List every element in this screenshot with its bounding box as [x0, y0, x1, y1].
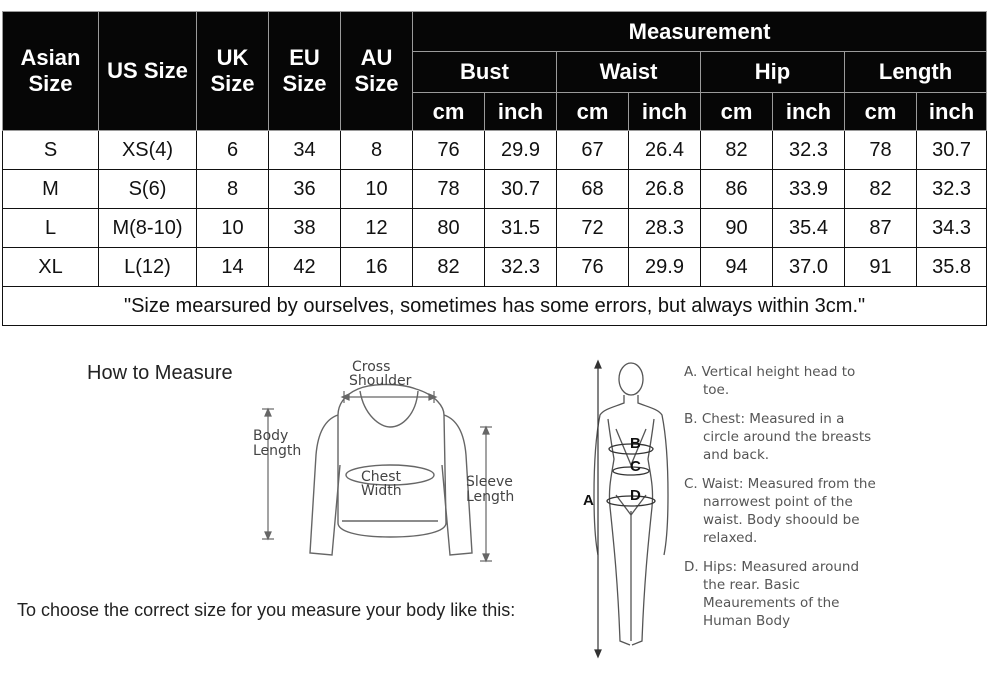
header-waist-cm: cm: [557, 93, 629, 131]
cell: M(8-10): [99, 209, 197, 248]
cell: S: [3, 131, 99, 170]
cell: 8: [197, 170, 269, 209]
label-a: A: [583, 492, 594, 509]
chest-width-label-2: Width: [361, 483, 402, 499]
cell: 32.3: [485, 248, 557, 287]
table-row: [3, 209, 987, 248]
cross-shoulder-label-2: Shoulder: [349, 373, 412, 389]
body-outline: [594, 363, 668, 645]
table-row: [3, 248, 987, 287]
cell: 76: [557, 248, 629, 287]
legend-item-a: A. Vertical height head to toe.: [684, 364, 856, 398]
cell: 94: [701, 248, 773, 287]
header-hip-inch: inch: [773, 93, 845, 131]
header-us-size: US Size: [99, 12, 197, 131]
chest-width-label-1: Chest: [361, 469, 402, 485]
header-length-cm: cm: [845, 93, 917, 131]
header-bust-inch: inch: [485, 93, 557, 131]
cell: 10: [197, 209, 269, 248]
cell: 76: [413, 131, 485, 170]
body-length-label-1: Body: [253, 428, 289, 444]
header-asian-size: Asian Size: [3, 12, 99, 131]
cell: XL: [3, 248, 99, 287]
measurement-note: "Size mearsured by ourselves, sometimes has some errors, but always within 3cm.": [3, 287, 987, 326]
cell: L(12): [99, 248, 197, 287]
header-waist: Waist: [557, 52, 701, 93]
label-b: B: [630, 435, 641, 452]
legend-item-c: C. Waist: Measured from the narrowest point of the waist. Body shoould be relaxed.: [684, 476, 876, 546]
cell: 8: [341, 131, 413, 170]
cell: 78: [413, 170, 485, 209]
label-c: C: [630, 458, 641, 475]
header-hip-cm: cm: [701, 93, 773, 131]
cell: 12: [341, 209, 413, 248]
cell: 29.9: [485, 131, 557, 170]
cell: 90: [701, 209, 773, 248]
header-waist-inch: inch: [629, 93, 701, 131]
cell: 38: [269, 209, 341, 248]
label-d: D: [630, 487, 641, 504]
header-au-size: AU Size: [341, 12, 413, 131]
cell: 68: [557, 170, 629, 209]
table-row: [3, 170, 987, 209]
body-measure-diagram: [578, 355, 678, 665]
cell: 82: [413, 248, 485, 287]
cell: 14: [197, 248, 269, 287]
cell: 82: [845, 170, 917, 209]
legend-item-b: B. Chest: Measured in a circle around the breasts and back.: [684, 411, 872, 463]
cell: 72: [557, 209, 629, 248]
cell: 35.4: [773, 209, 845, 248]
cell: 91: [845, 248, 917, 287]
cell: 32.3: [773, 131, 845, 170]
cell: M: [3, 170, 99, 209]
cell: 35.8: [917, 248, 987, 287]
header-bust-cm: cm: [413, 93, 485, 131]
header-uk-size: UK Size: [197, 12, 269, 131]
cell: 82: [701, 131, 773, 170]
cross-shoulder-label-1: Cross: [352, 359, 391, 375]
header-measurement: Measurement: [413, 12, 987, 52]
cell: 36: [269, 170, 341, 209]
cell: XS(4): [99, 131, 197, 170]
sweater-measure-diagram: [240, 355, 530, 585]
cell: 80: [413, 209, 485, 248]
sleeve-length-label-2: Length: [466, 489, 515, 505]
measure-instruction: To choose the correct size for you measure your body like this:: [17, 600, 516, 620]
measurement-legend: [684, 363, 884, 641]
cell: L: [3, 209, 99, 248]
cell: 6: [197, 131, 269, 170]
cell: 30.7: [917, 131, 987, 170]
cell: 34.3: [917, 209, 987, 248]
cell: S(6): [99, 170, 197, 209]
cell: 34: [269, 131, 341, 170]
note-row: [3, 287, 987, 326]
cell: 16: [341, 248, 413, 287]
how-to-measure-title: How to Measure: [87, 362, 233, 384]
header-bust: Bust: [413, 52, 557, 93]
cell: 37.0: [773, 248, 845, 287]
cell: 26.8: [629, 170, 701, 209]
header-eu-size: EU Size: [269, 12, 341, 131]
cell: 26.4: [629, 131, 701, 170]
size-chart-table: [2, 11, 987, 326]
cell: 28.3: [629, 209, 701, 248]
cell: 29.9: [629, 248, 701, 287]
cell: 86: [701, 170, 773, 209]
cell: 33.9: [773, 170, 845, 209]
cell: 10: [341, 170, 413, 209]
header-hip: Hip: [701, 52, 845, 93]
legend-item-d: D. Hips: Measured around the rear. Basic Meaurements of the Human Body: [684, 559, 860, 629]
cell: 87: [845, 209, 917, 248]
cell: 30.7: [485, 170, 557, 209]
height-arrow: [595, 361, 601, 657]
cell: 67: [557, 131, 629, 170]
cell: 32.3: [917, 170, 987, 209]
cell: 78: [845, 131, 917, 170]
sleeve-length-label-1: Sleeve: [466, 474, 513, 490]
table-row: [3, 131, 987, 170]
body-length-label-2: Length: [253, 443, 302, 459]
cell: 42: [269, 248, 341, 287]
header-length: Length: [845, 52, 987, 93]
cell: 31.5: [485, 209, 557, 248]
header-length-inch: inch: [917, 93, 987, 131]
